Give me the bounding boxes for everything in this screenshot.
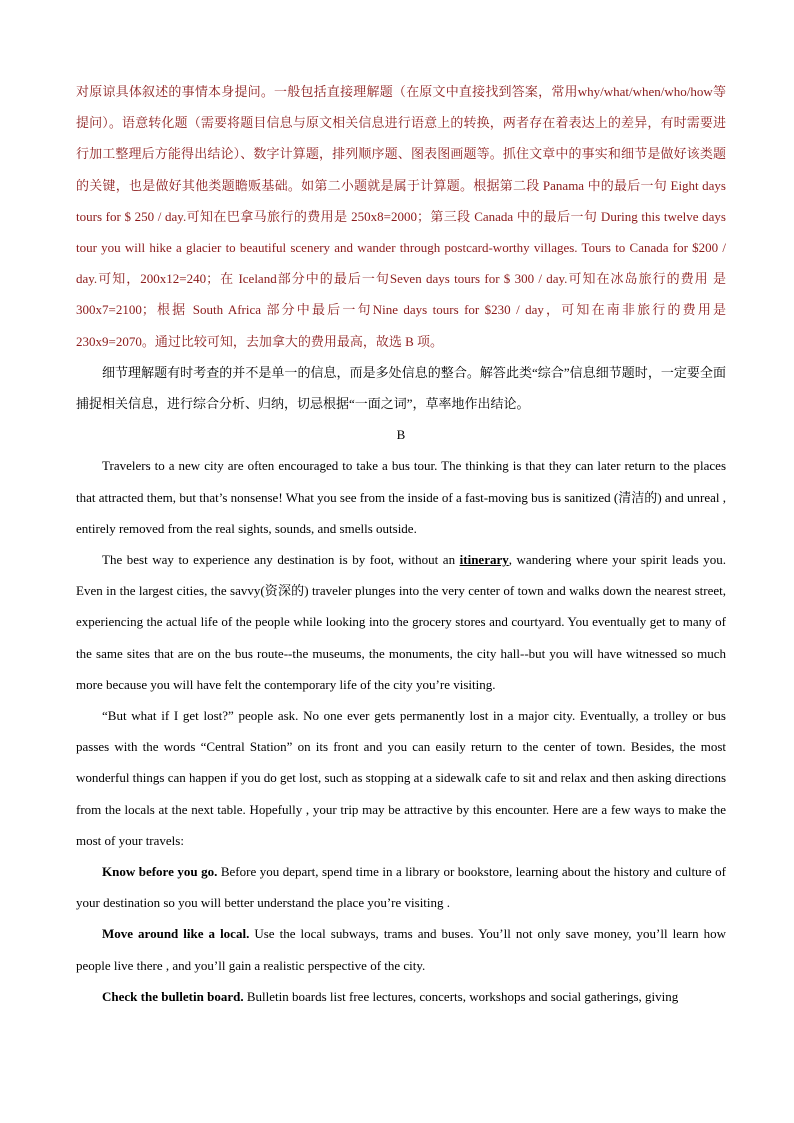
passage-paragraph-1: Travelers to a new city are often encouraged to take a bus tour. The thinking is that they can later return to the places that attracted them, but that’s nonsense! What you see from the inside of a fast-moving bus is sanitized (清洁的) and unreal , entirely removed from the real sights, sounds, and smells outside. xyxy=(76,458,726,536)
tip-text: Before you depart, spend time in a library or bookstore, learning about the history and culture of your destination so you will better understand the place you’re visiting . xyxy=(76,864,726,911)
passage-section-label: B xyxy=(396,427,406,443)
passage-paragraph-2 xyxy=(76,544,726,700)
tip-title: Know before you go. xyxy=(102,864,218,880)
passage-paragraph-2-start: The best way to experience any destination is by foot, without an xyxy=(102,552,460,568)
document-page xyxy=(76,76,726,1012)
tip-move-around-like-a-local xyxy=(76,918,726,980)
tip-title: Move around like a local. xyxy=(102,926,250,942)
tip-text: Use the local subways, trams and buses. You’ll not only save money, you’ll learn how people live there , and you’ll gain a realistic perspective of the city. xyxy=(76,926,727,973)
keyword-itinerary: itinerary xyxy=(459,552,509,568)
tip-know-before-you-go xyxy=(76,856,726,918)
passage-paragraph-3: “But what if I get lost?” people ask. No one ever gets permanently lost in a major city. Eventually, a trolley or bus passes with the words “Central Station” on its front and you can easily return to the center of town. Besides, the most wonderful things can happen if you do get lost, such as stopping at a sidewalk cafe to sit and relax and then asking directions from the locals at the next table. Hopefully , your trip may be attractive by this encounter. Here are a few ways to make the most of your travels: xyxy=(76,708,726,848)
passage-paragraph-2-end: , wandering where your spirit leads you. Even in the largest cities, the savvy(资深的) traveler plunges into the very center of town and walks down the nearest street, experiencing the actual life of the people while looking into the grocery stores and courtyard. You eventually get to many of the same sites that are on the bus route--the museums, the monuments, the city hall--but you will have witnessed so much more because you will have felt the contemporary life of the city you’re visiting. xyxy=(76,552,726,692)
tip-text: Bulletin boards list free lectures, concerts, workshops and social gatherings, giving xyxy=(243,988,679,1004)
tip-title: Check the bulletin board. xyxy=(102,988,244,1004)
analysis-paragraph-1: 对原谅具体叙述的事情本身提问。一般包括直接理解题（在原文中直接找到答案，常用why/what/when/who/how等提问）。语意转化题（需要将题目信息与原文相关信息进行语意上的转换，两者存在着表达上的差异，有时需要进行加工整理后方能得出结论）、数字计算题，排列顺序题、图表图画题等。抓住文章中的事实和细节是做好该类题的关键，也是做好其他类题瞻贩基础。如第二小题就是属于计算题。根据第二段 Panama 中的最后一句 Eight days tours for $ 250 / day.可知在巴拿马旅行的费用是 250x8=2000；第三段 Canada 中的最后一句 During this twelve days tour you will hike a glacier to beautiful scenery and wander through postcard-worthy villages. Tours to Canada for $200 / day.可知，200x12=240；在 Iceland部分中的最后一句Seven days tours for $ 300 / day.可知在冰岛旅行的费用 是 300x7=2100；根据 South Africa 部分中最后一句Nine days tours for $230 / day，可知在南非旅行的费用是 230x9=2070。通过比较可知，去加拿大的费用最高，故选 B 项。 xyxy=(76,84,726,349)
tip-check-the-bulletin-board xyxy=(76,981,726,1012)
analysis-paragraph-2: 细节理解题有时考查的并不是单一的信息，而是多处信息的整合。解答此类“综合”信息细节题时，一定要全面捕捉相关信息，进行综合分析、归纳，切忌根据“一面之词”，草率地作出结论。 xyxy=(76,364,726,412)
